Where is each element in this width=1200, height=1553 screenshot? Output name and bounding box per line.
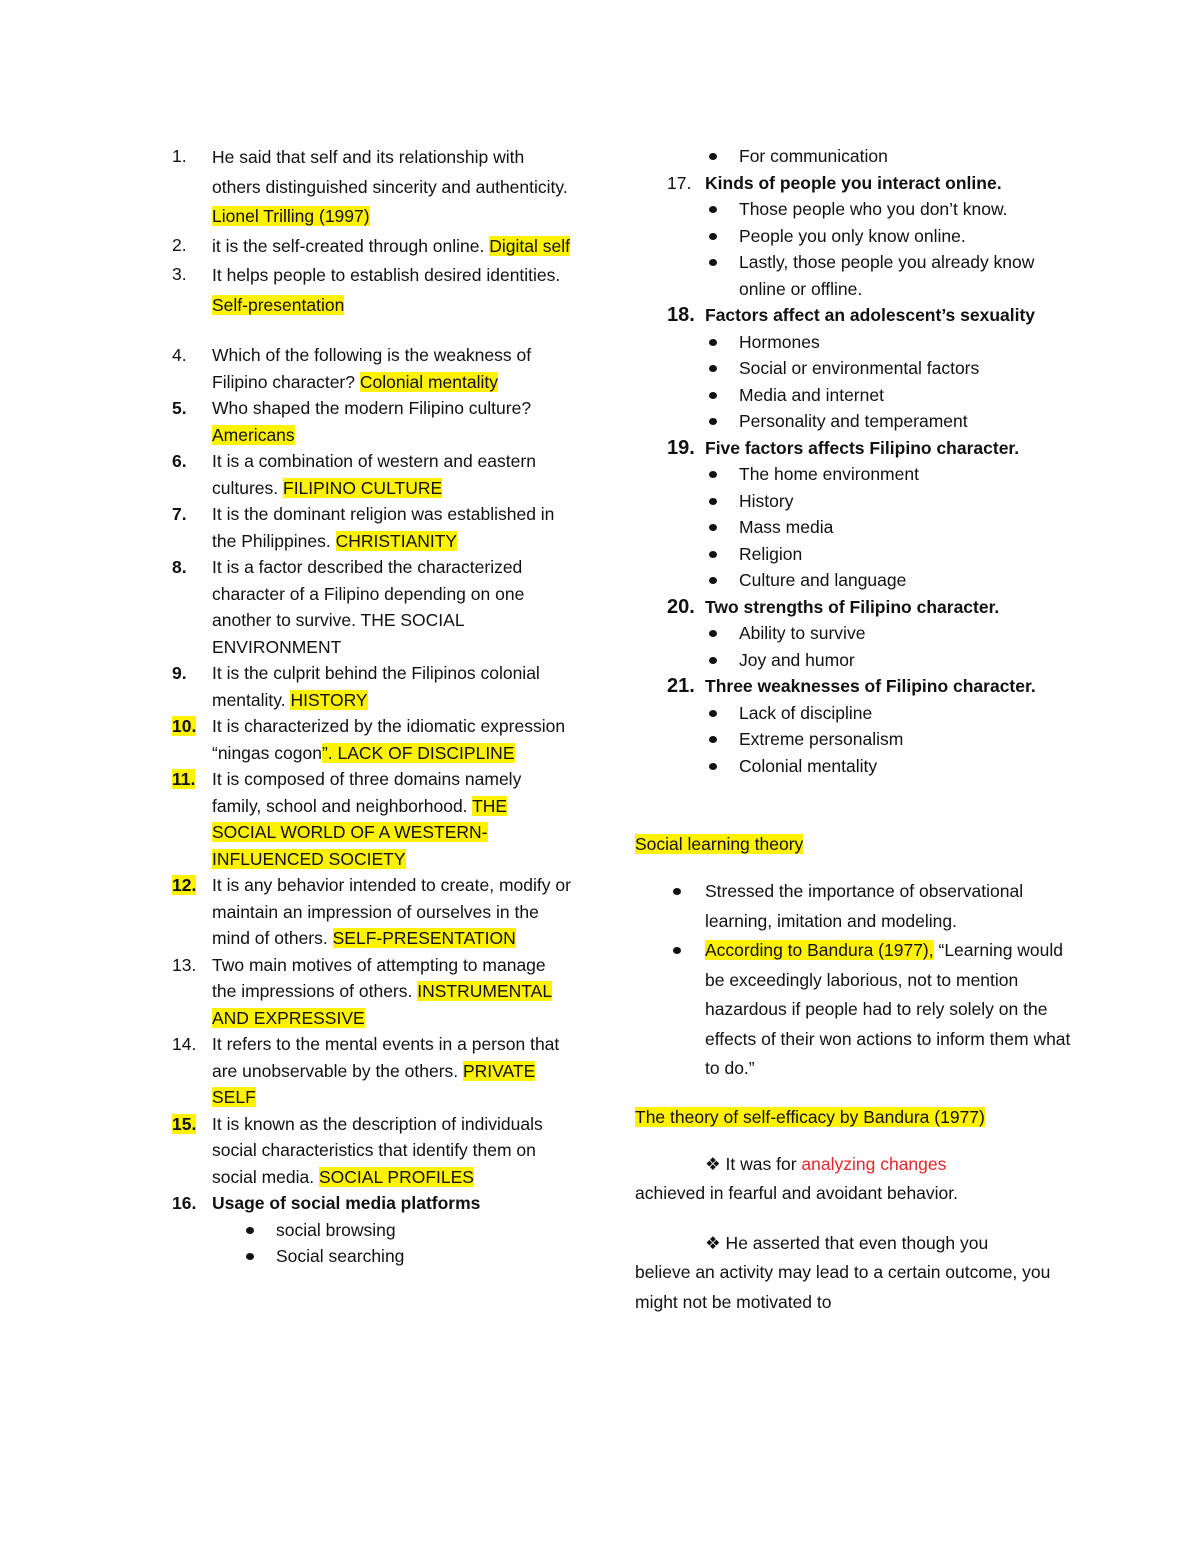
question-21	[635, 673, 1075, 700]
list-item: Personality and temperament	[635, 408, 1075, 435]
answer-highlight: FILIPINO CULTURE	[283, 477, 443, 498]
question-text: It is a combination of western and eastern cultures.	[212, 451, 536, 498]
bullet-icon	[705, 196, 739, 223]
list-item: Social or environmental factors	[635, 355, 1075, 382]
bullet-icon	[705, 329, 739, 356]
question-text: It is the dominant religion was established in the Philippines.	[212, 504, 555, 551]
question-text: It refers to the mental events in a person that are unobservable by the others.	[212, 1034, 560, 1081]
question-4	[172, 342, 572, 395]
bullet-icon	[705, 567, 739, 594]
question-5	[172, 395, 572, 448]
question-text: Two main motives of attempting to manage the impressions of others.	[212, 954, 546, 1001]
question-text: It is known as the description of individuals social characteristics that identify them on social media.	[212, 1113, 543, 1187]
list-item: People you only know online.	[635, 223, 1075, 250]
diamond-paragraph: ❖ It was for analyzing changes achieved in fearful and avoidant behavior.	[635, 1153, 959, 1203]
bullet-icon	[705, 620, 739, 647]
answer-highlight: ”. LACK OF DISCIPLINE	[321, 742, 515, 763]
question-title: Three weaknesses of Filipino character.	[705, 676, 1036, 696]
question-number: 4.	[172, 345, 187, 365]
bullet-icon	[705, 382, 739, 409]
question-13	[172, 952, 572, 1032]
question-number: 8.	[172, 557, 187, 577]
list-item: Culture and language	[635, 567, 1075, 594]
question-title: Two strengths of Filipino character.	[705, 596, 1000, 617]
bullet-icon	[705, 249, 739, 302]
list-item: Those people who you don’t know.	[635, 196, 1075, 223]
bullet-icon	[705, 488, 739, 515]
list-item: Social searching	[172, 1243, 572, 1270]
question-8	[172, 554, 572, 660]
question-number: 10.	[172, 716, 197, 736]
bullet-icon	[705, 700, 739, 727]
list-item: The home environment	[635, 461, 1075, 488]
question-number: 11.	[172, 769, 196, 789]
list-item: Hormones	[635, 329, 1075, 356]
question-12	[172, 872, 572, 952]
question-text: It is composed of three domains namely family, school and neighborhood.	[212, 769, 522, 816]
question-3	[172, 261, 572, 320]
question-number: 12.	[172, 875, 197, 895]
question-number: 14.	[172, 1034, 197, 1054]
question-number: 2.	[172, 234, 187, 255]
question-11	[172, 766, 572, 872]
answer-highlight: SOCIAL PROFILES	[319, 1166, 474, 1187]
list-item: For communication	[635, 143, 1075, 170]
question-number: 18.	[667, 304, 695, 326]
question-text: It is a factor described the characterized character of a Filipino depending on one another to survive. THE SOCIAL ENVIRONMENT	[212, 557, 525, 657]
question-1	[172, 143, 572, 232]
diamond-icon-text: ❖ He asserted that even though you	[705, 1232, 989, 1253]
list-item: Joy and humor	[635, 647, 1075, 674]
question-18	[635, 302, 1075, 329]
question-number: 16.	[172, 1193, 197, 1213]
question-14	[172, 1031, 572, 1111]
answer-highlight: Americans	[212, 424, 295, 445]
bullet-icon	[705, 143, 739, 170]
question-title: Factors affect an adolescent’s sexuality	[705, 305, 1036, 325]
list-item: Stressed the importance of observational learning, imitation and modeling.	[635, 877, 1075, 936]
question-text: Who shaped the modern Filipino culture?	[212, 398, 532, 418]
question-text: it is the self-created through online.	[212, 235, 490, 256]
answer-highlight: Self-presentation	[212, 294, 345, 315]
right-column	[635, 143, 1075, 1317]
question-7	[172, 501, 572, 554]
bullet-icon	[705, 223, 739, 250]
list-item: Religion	[635, 541, 1075, 568]
bullet-icon	[705, 461, 739, 488]
answer-highlight: HISTORY	[290, 689, 368, 710]
diamond-paragraph: ❖ He asserted that even though you believe an activity may lead to a certain outcome, you might not be motivated to	[635, 1229, 1075, 1318]
answer-highlight: CHRISTIANITY	[335, 530, 458, 551]
bullet-icon	[635, 936, 705, 1084]
list-item: Lastly, those people you already know online or offline.	[635, 249, 1075, 302]
bullet-icon	[705, 408, 739, 435]
question-15	[172, 1111, 572, 1191]
question-number: 1.	[172, 146, 187, 166]
question-title: Five factors affects Filipino character.	[705, 437, 1020, 458]
question-2	[172, 232, 572, 262]
bullet-icon	[705, 726, 739, 753]
question-text: It is the culprit behind the Filipinos colonial mentality.	[212, 663, 540, 710]
list-item: Mass media	[635, 514, 1075, 541]
bullet-icon	[705, 355, 739, 382]
question-number: 9.	[172, 663, 187, 683]
bullet-icon	[242, 1217, 276, 1244]
question-6	[172, 448, 572, 501]
question-10	[172, 713, 572, 766]
question-19	[635, 435, 1075, 462]
question-16	[172, 1190, 572, 1217]
list-item: Ability to survive	[635, 620, 1075, 647]
bullet-icon	[635, 877, 705, 936]
question-text: Which of the following is the weakness of Filipino character?	[212, 345, 532, 392]
question-9	[172, 660, 572, 713]
bullet-icon	[705, 753, 739, 780]
section-heading-self-efficacy: The theory of self-efficacy by Bandura (1977)	[635, 1106, 985, 1127]
answer-highlight: Lionel Trilling (1997)	[212, 206, 370, 226]
list-item: social browsing	[172, 1217, 572, 1244]
bullet-icon	[705, 541, 739, 568]
question-number: 6.	[172, 451, 187, 471]
answer-highlight: Digital self	[489, 235, 570, 256]
question-number: 19.	[667, 436, 695, 459]
list-item: History	[635, 488, 1075, 515]
answer-highlight: PRIVATE SELF	[212, 1060, 536, 1107]
diamond-icon-text: ❖ It was for	[705, 1153, 802, 1174]
question-number: 13.	[172, 954, 197, 975]
question-number: 17.	[667, 172, 692, 193]
question-number: 5.	[172, 398, 187, 418]
spacer	[172, 320, 572, 342]
bullet-icon	[705, 514, 739, 541]
list-item: Colonial mentality	[635, 753, 1075, 780]
question-17	[635, 170, 1075, 197]
question-number: 3.	[172, 264, 187, 284]
question-text: It helps people to establish desired identities.	[212, 265, 561, 285]
question-number: 21.	[667, 675, 695, 697]
question-text: He said that self and its relationship with others distinguished sincerity and authenticity.	[212, 147, 568, 197]
question-text: It is any behavior intended to create, modify or maintain an impression of ourselves in the mind of others.	[212, 875, 571, 948]
section-heading-social-learning: Social learning theory	[635, 834, 804, 854]
question-title: Usage of social media platforms	[212, 1193, 481, 1213]
bullet-icon	[705, 647, 739, 674]
question-number: 20.	[667, 595, 695, 618]
question-20	[635, 594, 1075, 621]
answer-highlight: Colonial mentality	[359, 371, 498, 392]
list-item: Extreme personalism	[635, 726, 1075, 753]
answer-highlight: SELF-PRESENTATION	[332, 928, 516, 948]
answer-highlight: THE SOCIAL WORLD OF A WESTERN-INFLUENCED SOCIETY	[212, 795, 508, 869]
answer-highlight: INSTRUMENTAL AND EXPRESSIVE	[212, 981, 553, 1028]
question-number: 15.	[172, 1113, 197, 1134]
list-item: Lack of discipline	[635, 700, 1075, 727]
question-number: 7.	[172, 504, 187, 524]
left-column	[172, 143, 572, 1270]
bullet-icon	[242, 1243, 276, 1270]
question-text: It is characterized by the idiomatic expression “ningas cogon	[212, 716, 566, 763]
list-item: Media and internet	[635, 382, 1075, 409]
list-item: According to Bandura (1977), “Learning would be exceedingly laborious, not to mention hazardous if people had to rely solely on the effects of their won actions to inform them what to do.”	[635, 936, 1075, 1084]
question-title: Kinds of people you interact online.	[705, 172, 1002, 193]
